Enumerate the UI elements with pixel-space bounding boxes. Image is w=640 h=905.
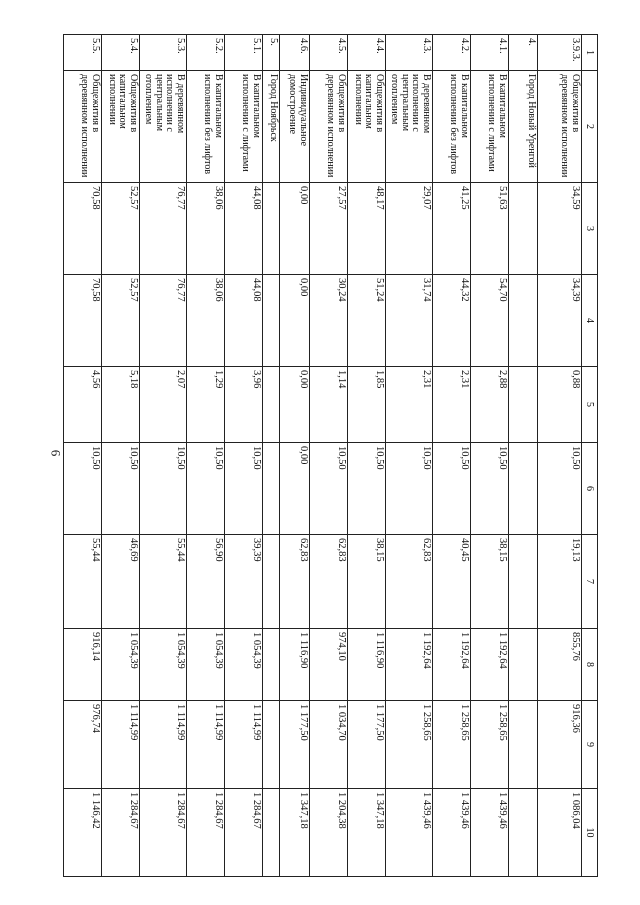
table-row [471,35,509,877]
row-number-cell: 5.2. [187,35,225,71]
value-cell: 51,24 [348,275,386,367]
value-cell [263,701,280,789]
value-cell [509,701,538,789]
table-row [64,35,102,877]
row-name-cell: Город Новый Уренгой [509,71,538,183]
value-cell: 1 258,65 [433,701,471,789]
row-number-cell: 5.5. [64,35,102,71]
row-number-cell: 5.3. [140,35,187,71]
row-number-cell: 4.6. [280,35,310,71]
table-row [310,35,348,877]
value-cell: 27,57 [310,183,348,275]
value-cell: 62,83 [386,535,433,629]
table-row [102,35,140,877]
row-number-cell: 5.4. [102,35,140,71]
value-cell: 1 192,64 [471,629,509,701]
value-cell: 1 054,39 [187,629,225,701]
value-cell [263,367,280,443]
value-cell: 1 258,65 [471,701,509,789]
value-cell: 916,36 [538,701,582,789]
value-cell: 10,50 [140,443,187,535]
column-header: 4 [582,275,598,367]
value-cell: 1 086,04 [538,789,582,877]
value-cell: 41,25 [433,183,471,275]
value-cell: 1 284,67 [225,789,263,877]
row-name-cell: В деревянном исполнении с центральным отоплением [386,71,433,183]
value-cell: 1 439,46 [471,789,509,877]
value-cell [263,183,280,275]
value-cell [263,789,280,877]
value-cell: 10,50 [433,443,471,535]
value-cell: 1 284,67 [102,789,140,877]
row-number-cell: 3.9.3. [538,35,582,71]
column-header: 9 [582,701,598,789]
value-cell: 44,08 [225,275,263,367]
value-cell: 0,00 [280,367,310,443]
value-cell [263,535,280,629]
value-cell: 1 204,38 [310,789,348,877]
value-cell: 1 114,99 [140,701,187,789]
value-cell: 34,39 [538,275,582,367]
value-cell: 974,10 [310,629,348,701]
value-cell: 51,63 [471,183,509,275]
row-name-cell: В капитальном исполнении с лифтами [471,71,509,183]
value-cell: 1 347,18 [348,789,386,877]
value-cell: 1 114,99 [187,701,225,789]
value-cell: 916,14 [64,629,102,701]
row-number-cell: 5.1. [225,35,263,71]
value-cell: 2,88 [471,367,509,443]
value-cell: 44,08 [225,183,263,275]
row-name-cell: Общежития в капитальном исполнении [102,71,140,183]
table-container [79,34,598,876]
value-cell: 1 177,50 [348,701,386,789]
value-cell: 34,59 [538,183,582,275]
value-cell [263,443,280,535]
row-number-cell: 4. [509,35,538,71]
value-cell: 40,45 [433,535,471,629]
value-cell: 62,83 [280,535,310,629]
value-cell: 1 114,99 [102,701,140,789]
value-cell: 76,77 [140,183,187,275]
value-cell: 10,50 [310,443,348,535]
rotated-table-area [79,34,598,876]
value-cell [263,275,280,367]
value-cell: 1,85 [348,367,386,443]
table-row [538,35,582,877]
column-header: 8 [582,629,598,701]
value-cell: 62,83 [310,535,348,629]
table-row [433,35,471,877]
value-cell: 70,58 [64,183,102,275]
value-cell: 1 054,39 [225,629,263,701]
table-row [348,35,386,877]
table-row [280,35,310,877]
value-cell: 55,44 [140,535,187,629]
table-row [187,35,225,877]
value-cell: 1 284,67 [187,789,225,877]
value-cell: 38,06 [187,275,225,367]
value-cell: 19,13 [538,535,582,629]
value-cell [509,275,538,367]
row-number-cell: 4.3. [386,35,433,71]
value-cell: 39,39 [225,535,263,629]
value-cell: 1,14 [310,367,348,443]
value-cell: 0,00 [280,443,310,535]
value-cell: 70,58 [64,275,102,367]
table-body [64,35,598,877]
value-cell: 31,74 [386,275,433,367]
table-row [140,35,187,877]
value-cell: 855,76 [538,629,582,701]
value-cell: 1 284,67 [140,789,187,877]
column-header: 1 [582,35,598,71]
value-cell: 5,18 [102,367,140,443]
value-cell [509,629,538,701]
value-cell: 1 114,99 [225,701,263,789]
value-cell: 48,17 [348,183,386,275]
value-cell: 52,57 [102,183,140,275]
table-row [509,35,538,877]
value-cell: 3,96 [225,367,263,443]
value-cell: 1 116,90 [280,629,310,701]
value-cell: 1 177,50 [280,701,310,789]
row-number-cell: 4.2. [433,35,471,71]
value-cell: 1 054,39 [140,629,187,701]
value-cell: 29,07 [386,183,433,275]
row-name-cell: Общежития в деревянном исполнении [64,71,102,183]
row-number-cell: 5. [263,35,280,71]
row-name-cell: Общежития в деревянном исполнении [538,71,582,183]
value-cell: 0,88 [538,367,582,443]
row-number-cell: 4.5. [310,35,348,71]
value-cell: 1 439,46 [386,789,433,877]
value-cell: 46,69 [102,535,140,629]
value-cell: 1 192,64 [386,629,433,701]
column-header: 7 [582,535,598,629]
column-header: 2 [582,71,598,183]
column-header: 10 [582,789,598,877]
value-cell [263,629,280,701]
value-cell: 10,50 [64,443,102,535]
value-cell: 38,15 [348,535,386,629]
value-cell: 1 258,65 [386,701,433,789]
value-cell [509,443,538,535]
value-cell: 10,50 [538,443,582,535]
row-name-cell: В капитальном исполнении с лифтами [225,71,263,183]
value-cell: 1 146,42 [64,789,102,877]
row-name-cell: В капитальном исполнении без лифтов [433,71,471,183]
value-cell: 54,70 [471,275,509,367]
value-cell: 0,00 [280,183,310,275]
value-cell: 10,50 [102,443,140,535]
value-cell: 976,74 [64,701,102,789]
row-name-cell: Общежития в капитальном исполнении [348,71,386,183]
value-cell: 76,77 [140,275,187,367]
value-cell [509,535,538,629]
value-cell [509,789,538,877]
table-row [386,35,433,877]
header-row [582,35,598,877]
value-cell [509,367,538,443]
row-name-cell: Общежития в деревянном исполнении [310,71,348,183]
value-cell: 30,24 [310,275,348,367]
value-cell: 10,50 [348,443,386,535]
tariff-table [63,34,598,877]
table-row [225,35,263,877]
value-cell: 2,31 [386,367,433,443]
value-cell: 44,32 [433,275,471,367]
row-name-cell: В капитальном исполнении без лифтов [187,71,225,183]
row-number-cell: 4.1. [471,35,509,71]
value-cell: 10,50 [225,443,263,535]
table-row [263,35,280,877]
column-header: 6 [582,443,598,535]
value-cell [509,183,538,275]
value-cell: 1,29 [187,367,225,443]
value-cell: 0,00 [280,275,310,367]
value-cell: 56,90 [187,535,225,629]
value-cell: 1 192,64 [433,629,471,701]
column-header: 5 [582,367,598,443]
value-cell: 4,56 [64,367,102,443]
column-header: 3 [582,183,598,275]
row-number-cell: 4.4. [348,35,386,71]
value-cell: 10,50 [187,443,225,535]
page-number: 6 [48,449,64,457]
value-cell: 1 116,90 [348,629,386,701]
value-cell: 1 347,18 [280,789,310,877]
value-cell: 38,15 [471,535,509,629]
value-cell: 38,06 [187,183,225,275]
value-cell: 1 439,46 [433,789,471,877]
row-name-cell: Индивидуальное домостроение [280,71,310,183]
value-cell: 10,50 [386,443,433,535]
row-name-cell: Город Ноябрьск [263,71,280,183]
value-cell: 52,57 [102,275,140,367]
value-cell: 2,07 [140,367,187,443]
value-cell: 2,31 [433,367,471,443]
value-cell: 55,44 [64,535,102,629]
value-cell: 1 054,39 [102,629,140,701]
row-name-cell: В деревянном исполнении с центральным отоплением [140,71,187,183]
value-cell: 1 034,70 [310,701,348,789]
value-cell: 10,50 [471,443,509,535]
